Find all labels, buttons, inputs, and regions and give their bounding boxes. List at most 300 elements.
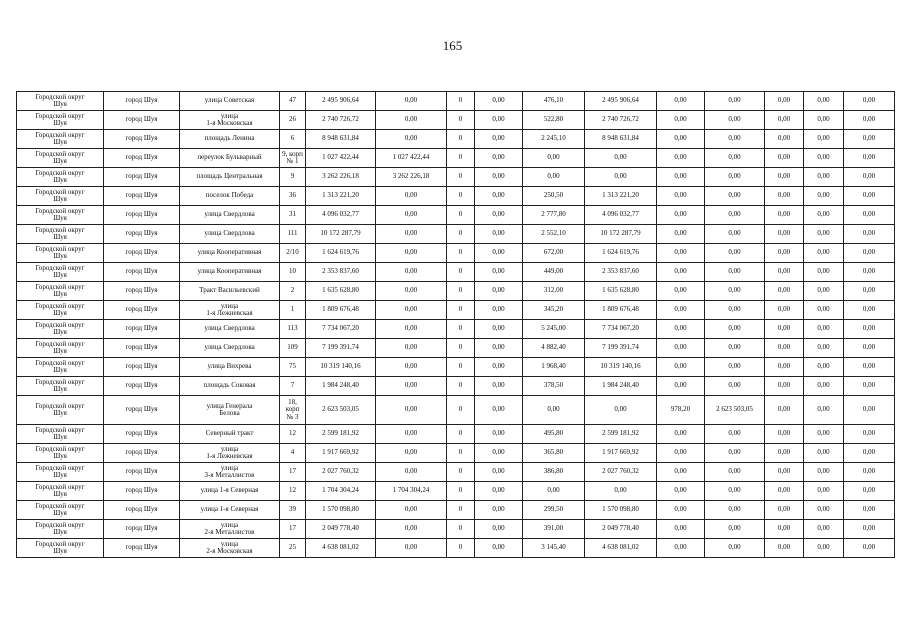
value-column-9-cell: 0,00 [765, 149, 804, 168]
value-column-11-cell: 0,00 [844, 301, 895, 320]
street-cell: улица Свердлова [180, 339, 280, 358]
area-column-7-cell: 0,00 [657, 282, 705, 301]
cost-column-6-cell: 1 624 619,76 [585, 244, 657, 263]
cost-column-6-cell: 4 096 032,77 [585, 206, 657, 225]
municipality-cell: Городской округ Шуя [17, 244, 104, 263]
area-column-7-cell: 0,00 [657, 520, 705, 539]
value-column-10-cell: 0,00 [804, 168, 844, 187]
count-cell: 0 [447, 168, 475, 187]
value-column-10-cell: 0,00 [804, 520, 844, 539]
cost-column-2-cell: 0,00 [376, 263, 447, 282]
settlement-cell: город Шуя [104, 444, 180, 463]
cost-column-2-cell: 1 027 422,44 [376, 149, 447, 168]
table-row [17, 244, 895, 263]
cost-column-4-cell: 0,00 [475, 520, 523, 539]
value-column-9-cell: 0,00 [765, 444, 804, 463]
value-column-10-cell: 0,00 [804, 244, 844, 263]
table-row [17, 168, 895, 187]
municipality-cell: Городской округ Шуя [17, 396, 104, 425]
value-column-10-cell: 0,00 [804, 463, 844, 482]
total-cost-cell: 2 740 726,72 [306, 111, 376, 130]
count-cell: 0 [447, 520, 475, 539]
count-cell: 0 [447, 377, 475, 396]
area-cell: 0,00 [523, 168, 585, 187]
value-column-10-cell: 0,00 [804, 206, 844, 225]
cost-column-2-cell: 0,00 [376, 339, 447, 358]
cost-column-6-cell: 1 917 669,92 [585, 444, 657, 463]
value-column-11-cell: 0,00 [844, 282, 895, 301]
house-number-cell: 36 [280, 187, 306, 206]
cost-column-4-cell: 0,00 [475, 482, 523, 501]
area-column-7-cell: 0,00 [657, 130, 705, 149]
cost-column-6-cell: 2 740 726,72 [585, 111, 657, 130]
value-column-10-cell: 0,00 [804, 539, 844, 558]
street-cell: переулок Бульварный [180, 149, 280, 168]
street-cell: улица 2-я Металлистов [180, 520, 280, 539]
count-cell: 0 [447, 111, 475, 130]
value-column-9-cell: 0,00 [765, 111, 804, 130]
count-cell: 0 [447, 282, 475, 301]
settlement-cell: город Шуя [104, 263, 180, 282]
cost-column-6-cell: 8 948 631,84 [585, 130, 657, 149]
house-number-cell: 75 [280, 358, 306, 377]
cost-column-8-cell: 0,00 [705, 539, 765, 558]
area-column-7-cell: 0,00 [657, 444, 705, 463]
count-cell: 0 [447, 149, 475, 168]
settlement-cell: город Шуя [104, 206, 180, 225]
area-cell: 0,00 [523, 482, 585, 501]
area-cell: 5 245,00 [523, 320, 585, 339]
total-cost-cell: 1 313 221,20 [306, 187, 376, 206]
area-cell: 2 245,10 [523, 130, 585, 149]
house-number-cell: 47 [280, 92, 306, 111]
cost-column-4-cell: 0,00 [475, 377, 523, 396]
municipality-cell: Городской округ Шуя [17, 320, 104, 339]
house-number-cell: 9, корп № 1 [280, 149, 306, 168]
street-cell: улица Свердлова [180, 206, 280, 225]
cost-column-4-cell: 0,00 [475, 206, 523, 225]
table-row [17, 482, 895, 501]
cost-column-6-cell: 1 570 098,80 [585, 501, 657, 520]
street-cell: улица Свердлова [180, 320, 280, 339]
area-cell: 299,50 [523, 501, 585, 520]
count-cell: 0 [447, 425, 475, 444]
value-column-10-cell: 0,00 [804, 320, 844, 339]
cost-column-4-cell: 0,00 [475, 358, 523, 377]
cost-column-8-cell: 0,00 [705, 444, 765, 463]
count-cell: 0 [447, 463, 475, 482]
value-column-9-cell: 0,00 [765, 539, 804, 558]
value-column-11-cell: 0,00 [844, 377, 895, 396]
value-column-11-cell: 0,00 [844, 444, 895, 463]
area-cell: 522,80 [523, 111, 585, 130]
value-column-11-cell: 0,00 [844, 339, 895, 358]
area-cell: 312,00 [523, 282, 585, 301]
value-column-11-cell: 0,00 [844, 187, 895, 206]
value-column-9-cell: 0,00 [765, 339, 804, 358]
municipality-cell: Городской округ Шуя [17, 225, 104, 244]
value-column-9-cell: 0,00 [765, 92, 804, 111]
cost-column-2-cell: 0,00 [376, 358, 447, 377]
house-number-cell: 9 [280, 168, 306, 187]
value-column-10-cell: 0,00 [804, 187, 844, 206]
table-row [17, 111, 895, 130]
municipality-cell: Городской округ Шуя [17, 377, 104, 396]
area-column-7-cell: 0,00 [657, 225, 705, 244]
cost-column-6-cell: 2 353 837,60 [585, 263, 657, 282]
cost-column-6-cell: 0,00 [585, 149, 657, 168]
total-cost-cell: 10 172 287,79 [306, 225, 376, 244]
area-column-7-cell: 0,00 [657, 92, 705, 111]
cost-column-2-cell: 0,00 [376, 244, 447, 263]
cost-column-4-cell: 0,00 [475, 244, 523, 263]
area-cell: 2 777,80 [523, 206, 585, 225]
table-row [17, 425, 895, 444]
area-column-7-cell: 0,00 [657, 425, 705, 444]
municipality-cell: Городской округ Шуя [17, 130, 104, 149]
cost-column-6-cell: 2 599 181,92 [585, 425, 657, 444]
value-column-9-cell: 0,00 [765, 301, 804, 320]
value-column-10-cell: 0,00 [804, 339, 844, 358]
count-cell: 0 [447, 539, 475, 558]
municipality-cell: Городской округ Шуя [17, 539, 104, 558]
cost-column-4-cell: 0,00 [475, 149, 523, 168]
municipality-cell: Городской округ Шуя [17, 358, 104, 377]
count-cell: 0 [447, 263, 475, 282]
cost-column-2-cell: 0,00 [376, 111, 447, 130]
value-column-10-cell: 0,00 [804, 358, 844, 377]
total-cost-cell: 7 734 067,20 [306, 320, 376, 339]
cost-column-8-cell: 0,00 [705, 206, 765, 225]
house-number-cell: 25 [280, 539, 306, 558]
cost-column-6-cell: 4 638 081,02 [585, 539, 657, 558]
cost-column-8-cell: 0,00 [705, 244, 765, 263]
total-cost-cell: 1 027 422,44 [306, 149, 376, 168]
area-cell: 2 552,10 [523, 225, 585, 244]
count-cell: 0 [447, 396, 475, 425]
municipality-cell: Городской округ Шуя [17, 444, 104, 463]
settlement-cell: город Шуя [104, 225, 180, 244]
street-cell: улица Советская [180, 92, 280, 111]
table-row [17, 339, 895, 358]
house-number-cell: 7 [280, 377, 306, 396]
table-row [17, 149, 895, 168]
municipality-cell: Городской округ Шуя [17, 149, 104, 168]
municipality-cell: Городской округ Шуя [17, 301, 104, 320]
table-row [17, 92, 895, 111]
house-number-cell: 18, корп № 3 [280, 396, 306, 425]
value-column-11-cell: 0,00 [844, 520, 895, 539]
cost-column-4-cell: 0,00 [475, 263, 523, 282]
table-row [17, 377, 895, 396]
cost-column-8-cell: 0,00 [705, 263, 765, 282]
cost-column-4-cell: 0,00 [475, 444, 523, 463]
street-cell: улица Свердлова [180, 225, 280, 244]
value-column-9-cell: 0,00 [765, 377, 804, 396]
area-column-7-cell: 0,00 [657, 149, 705, 168]
value-column-10-cell: 0,00 [804, 111, 844, 130]
table-row [17, 130, 895, 149]
area-cell: 345,20 [523, 301, 585, 320]
area-cell: 495,80 [523, 425, 585, 444]
area-cell: 391,00 [523, 520, 585, 539]
house-number-cell: 4 [280, 444, 306, 463]
table-row [17, 187, 895, 206]
cost-column-8-cell: 0,00 [705, 282, 765, 301]
cost-column-8-cell: 2 623 503,05 [705, 396, 765, 425]
cost-column-2-cell: 0,00 [376, 187, 447, 206]
municipality-cell: Городской округ Шуя [17, 339, 104, 358]
street-cell: улица Генерала Белова [180, 396, 280, 425]
street-cell: поселок Победа [180, 187, 280, 206]
cost-column-2-cell: 0,00 [376, 377, 447, 396]
table-row [17, 263, 895, 282]
municipality-cell: Городской округ Шуя [17, 206, 104, 225]
value-column-11-cell: 0,00 [844, 111, 895, 130]
cost-column-2-cell: 0,00 [376, 396, 447, 425]
house-number-cell: 109 [280, 339, 306, 358]
cost-column-8-cell: 0,00 [705, 187, 765, 206]
cost-column-8-cell: 0,00 [705, 520, 765, 539]
settlement-cell: город Шуя [104, 539, 180, 558]
area-column-7-cell: 0,00 [657, 244, 705, 263]
cost-column-8-cell: 0,00 [705, 130, 765, 149]
settlement-cell: город Шуя [104, 425, 180, 444]
cost-column-2-cell: 0,00 [376, 320, 447, 339]
total-cost-cell: 1 635 628,80 [306, 282, 376, 301]
total-cost-cell: 2 027 760,32 [306, 463, 376, 482]
table-row [17, 520, 895, 539]
area-column-7-cell: 0,00 [657, 111, 705, 130]
settlement-cell: город Шуя [104, 463, 180, 482]
cost-column-6-cell: 7 199 391,74 [585, 339, 657, 358]
house-number-cell: 31 [280, 206, 306, 225]
area-cell: 476,10 [523, 92, 585, 111]
total-cost-cell: 2 495 906,64 [306, 92, 376, 111]
table-row [17, 358, 895, 377]
value-column-11-cell: 0,00 [844, 320, 895, 339]
value-column-11-cell: 0,00 [844, 225, 895, 244]
cost-column-6-cell: 0,00 [585, 168, 657, 187]
value-column-9-cell: 0,00 [765, 396, 804, 425]
total-cost-cell: 3 262 226,18 [306, 168, 376, 187]
cost-column-2-cell: 0,00 [376, 444, 447, 463]
street-cell: улица 2-я Московская [180, 539, 280, 558]
table-row [17, 463, 895, 482]
table-row [17, 501, 895, 520]
municipality-cell: Городской округ Шуя [17, 168, 104, 187]
cost-column-8-cell: 0,00 [705, 358, 765, 377]
count-cell: 0 [447, 225, 475, 244]
street-cell: площадь Соковая [180, 377, 280, 396]
cost-column-4-cell: 0,00 [475, 501, 523, 520]
area-column-7-cell: 0,00 [657, 320, 705, 339]
cost-column-6-cell: 2 049 778,40 [585, 520, 657, 539]
value-column-9-cell: 0,00 [765, 358, 804, 377]
value-column-9-cell: 0,00 [765, 130, 804, 149]
house-number-cell: 17 [280, 463, 306, 482]
area-column-7-cell: 0,00 [657, 187, 705, 206]
value-column-11-cell: 0,00 [844, 168, 895, 187]
area-cell: 1 968,40 [523, 358, 585, 377]
municipality-cell: Городской округ Шуя [17, 187, 104, 206]
value-column-10-cell: 0,00 [804, 377, 844, 396]
cost-column-8-cell: 0,00 [705, 463, 765, 482]
area-cell: 0,00 [523, 396, 585, 425]
cost-column-4-cell: 0,00 [475, 168, 523, 187]
cost-column-2-cell: 0,00 [376, 520, 447, 539]
area-cell: 4 882,40 [523, 339, 585, 358]
value-column-10-cell: 0,00 [804, 482, 844, 501]
cost-column-6-cell: 10 172 287,79 [585, 225, 657, 244]
cost-column-2-cell: 3 262 226,18 [376, 168, 447, 187]
cost-column-6-cell: 1 809 676,48 [585, 301, 657, 320]
value-column-10-cell: 0,00 [804, 92, 844, 111]
value-column-11-cell: 0,00 [844, 149, 895, 168]
value-column-11-cell: 0,00 [844, 263, 895, 282]
count-cell: 0 [447, 501, 475, 520]
cost-column-4-cell: 0,00 [475, 92, 523, 111]
cost-column-8-cell: 0,00 [705, 501, 765, 520]
cost-column-6-cell: 0,00 [585, 482, 657, 501]
cost-column-4-cell: 0,00 [475, 282, 523, 301]
total-cost-cell: 1 570 098,80 [306, 501, 376, 520]
settlement-cell: город Шуя [104, 301, 180, 320]
area-column-7-cell: 0,00 [657, 482, 705, 501]
value-column-11-cell: 0,00 [844, 396, 895, 425]
cost-column-6-cell: 7 734 067,20 [585, 320, 657, 339]
value-column-9-cell: 0,00 [765, 225, 804, 244]
table-row [17, 396, 895, 425]
cost-column-4-cell: 0,00 [475, 187, 523, 206]
cost-column-6-cell: 2 027 760,32 [585, 463, 657, 482]
cost-column-4-cell: 0,00 [475, 111, 523, 130]
street-cell: улица Кооперативная [180, 244, 280, 263]
settlement-cell: город Шуя [104, 111, 180, 130]
street-cell: улица 1-я Лежневская [180, 301, 280, 320]
settlement-cell: город Шуя [104, 320, 180, 339]
total-cost-cell: 2 599 181,92 [306, 425, 376, 444]
total-cost-cell: 2 049 778,40 [306, 520, 376, 539]
house-number-cell: 111 [280, 225, 306, 244]
value-column-10-cell: 0,00 [804, 263, 844, 282]
cost-column-4-cell: 0,00 [475, 130, 523, 149]
area-cell: 0,00 [523, 149, 585, 168]
street-cell: улица 3-я Металлистов [180, 463, 280, 482]
cost-column-6-cell: 0,00 [585, 396, 657, 425]
value-column-10-cell: 0,00 [804, 301, 844, 320]
count-cell: 0 [447, 130, 475, 149]
cost-column-6-cell: 1 635 628,80 [585, 282, 657, 301]
value-column-9-cell: 0,00 [765, 263, 804, 282]
settlement-cell: город Шуя [104, 396, 180, 425]
value-column-11-cell: 0,00 [844, 501, 895, 520]
cost-column-8-cell: 0,00 [705, 168, 765, 187]
table-row [17, 320, 895, 339]
area-column-7-cell: 0,00 [657, 263, 705, 282]
value-column-11-cell: 0,00 [844, 130, 895, 149]
cost-column-2-cell: 0,00 [376, 501, 447, 520]
area-column-7-cell: 0,00 [657, 501, 705, 520]
total-cost-cell: 2 623 503,05 [306, 396, 376, 425]
municipality-cell: Городской округ Шуя [17, 282, 104, 301]
count-cell: 0 [447, 244, 475, 263]
cost-column-4-cell: 0,00 [475, 320, 523, 339]
cost-column-4-cell: 0,00 [475, 301, 523, 320]
cost-column-8-cell: 0,00 [705, 92, 765, 111]
street-cell: площадь Ленина [180, 130, 280, 149]
cost-column-8-cell: 0,00 [705, 339, 765, 358]
cost-column-4-cell: 0,00 [475, 339, 523, 358]
cost-column-8-cell: 0,00 [705, 149, 765, 168]
settlement-cell: город Шуя [104, 244, 180, 263]
value-column-10-cell: 0,00 [804, 425, 844, 444]
house-number-cell: 1 [280, 301, 306, 320]
value-column-11-cell: 0,00 [844, 358, 895, 377]
cost-column-2-cell: 0,00 [376, 92, 447, 111]
table-row [17, 301, 895, 320]
table-row [17, 444, 895, 463]
total-cost-cell: 2 353 837,60 [306, 263, 376, 282]
house-number-cell: 6 [280, 130, 306, 149]
municipality-cell: Городской округ Шуя [17, 92, 104, 111]
value-column-9-cell: 0,00 [765, 501, 804, 520]
house-number-cell: 2/10 [280, 244, 306, 263]
area-column-7-cell: 0,00 [657, 358, 705, 377]
house-number-cell: 26 [280, 111, 306, 130]
value-column-10-cell: 0,00 [804, 225, 844, 244]
municipality-cell: Городской округ Шуя [17, 263, 104, 282]
value-column-10-cell: 0,00 [804, 149, 844, 168]
count-cell: 0 [447, 444, 475, 463]
area-column-7-cell: 0,00 [657, 168, 705, 187]
cost-column-2-cell: 0,00 [376, 130, 447, 149]
settlement-cell: город Шуя [104, 187, 180, 206]
cost-column-6-cell: 2 495 906,64 [585, 92, 657, 111]
house-number-cell: 12 [280, 425, 306, 444]
municipality-cell: Городской округ Шуя [17, 520, 104, 539]
street-cell: улица Вихрева [180, 358, 280, 377]
cost-column-2-cell: 0,00 [376, 301, 447, 320]
municipality-cell: Городской округ Шуя [17, 482, 104, 501]
cost-column-8-cell: 0,00 [705, 425, 765, 444]
area-cell: 449,00 [523, 263, 585, 282]
value-column-11-cell: 0,00 [844, 92, 895, 111]
cost-column-2-cell: 1 704 304,24 [376, 482, 447, 501]
data-table [16, 91, 895, 558]
street-cell: Северный тракт [180, 425, 280, 444]
municipality-cell: Городской округ Шуя [17, 111, 104, 130]
count-cell: 0 [447, 339, 475, 358]
cost-column-8-cell: 0,00 [705, 111, 765, 130]
value-column-10-cell: 0,00 [804, 130, 844, 149]
house-number-cell: 12 [280, 482, 306, 501]
count-cell: 0 [447, 320, 475, 339]
cost-column-4-cell: 0,00 [475, 463, 523, 482]
street-cell: улица Кооперативная [180, 263, 280, 282]
count-cell: 0 [447, 92, 475, 111]
value-column-10-cell: 0,00 [804, 396, 844, 425]
cost-column-2-cell: 0,00 [376, 282, 447, 301]
area-column-7-cell: 0,00 [657, 301, 705, 320]
total-cost-cell: 1 624 619,76 [306, 244, 376, 263]
cost-column-2-cell: 0,00 [376, 539, 447, 558]
cost-column-8-cell: 0,00 [705, 377, 765, 396]
total-cost-cell: 1 809 676,48 [306, 301, 376, 320]
street-cell: улица 1-я Московская [180, 111, 280, 130]
value-column-9-cell: 0,00 [765, 168, 804, 187]
page-number: 165 [442, 38, 463, 53]
